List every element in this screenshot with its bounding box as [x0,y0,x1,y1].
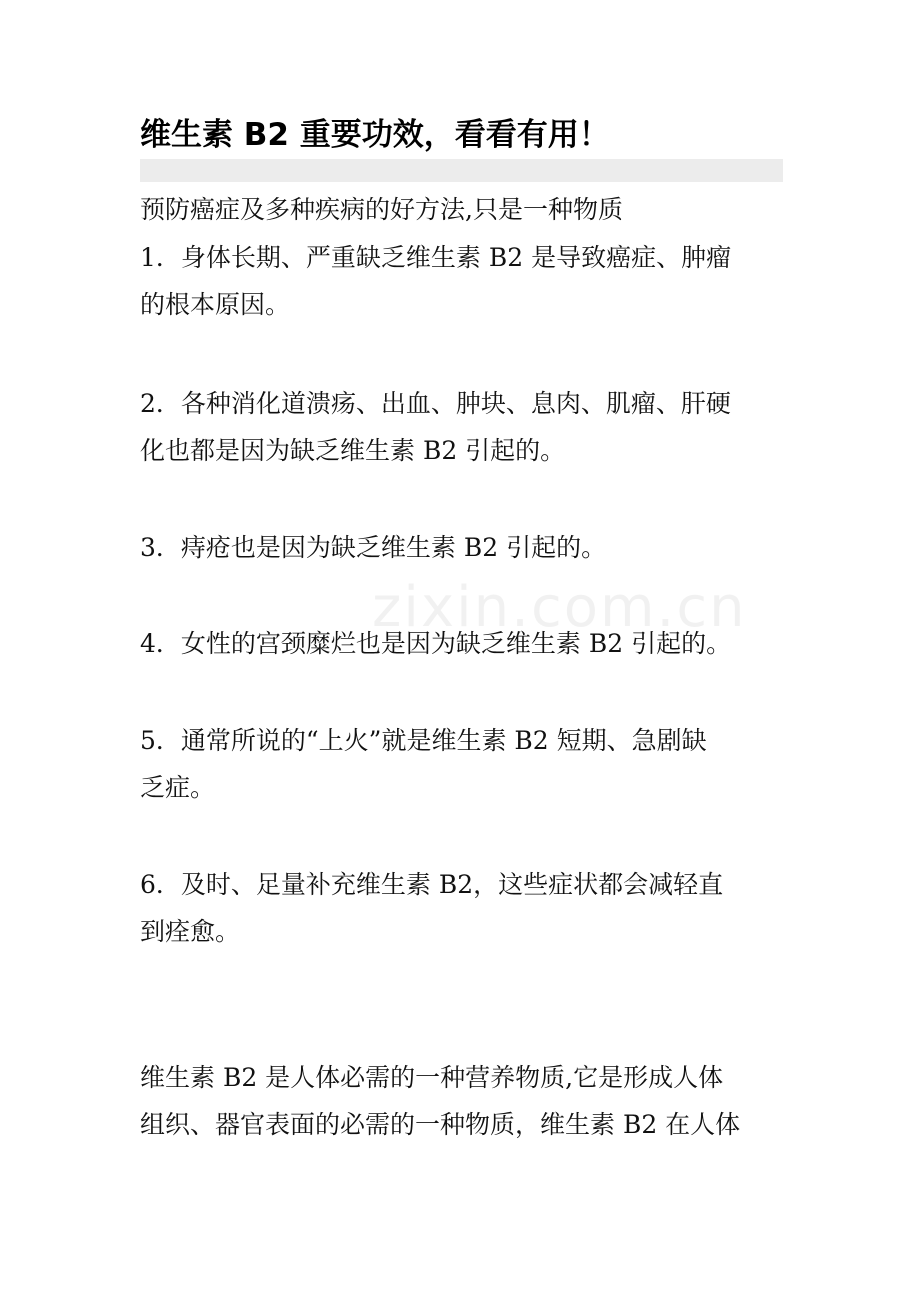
item-3-line-1: 3．痔疮也是因为缺乏维生素 B2 引起的。 [140,533,607,562]
item-6-line-2: 到痊愈。 [140,917,241,946]
paragraph-line-1: 维生素 B2 是人体必需的一种营养物质,它是形成人体 [140,1063,724,1092]
item-2-line-1: 2．各种消化道溃疡、出血、肿块、息肉、肌瘤、肝硬 [140,389,731,418]
item-1-line-2: 的根本原因。 [140,290,291,319]
item-5-line-2: 乏症。 [140,773,216,802]
intro-line: 预防癌症及多种疾病的好方法,只是一种物质 [140,195,623,224]
paragraph-line-2: 组织、器官表面的必需的一种物质，维生素 B2 在人体 [140,1110,741,1139]
title-underline-bar [140,159,783,182]
document-title: 维生素 B2 重要功效，看看有用！ [140,117,610,153]
item-6-line-1: 6．及时、足量补充维生素 B2，这些症状都会减轻直 [140,870,724,899]
item-1-line-1: 1．身体长期、严重缺乏维生素 B2 是导致癌症、肿瘤 [140,243,732,272]
watermark-text: zixin.com.cn [372,575,747,640]
item-4-line-1: 4．女性的宫颈糜烂也是因为缺乏维生素 B2 引起的。 [140,629,732,658]
item-5-line-1: 5．通常所说的“上火”就是维生素 B2 短期、急剧缺 [140,726,707,755]
item-2-line-2: 化也都是因为缺乏维生素 B2 引起的。 [140,436,566,465]
